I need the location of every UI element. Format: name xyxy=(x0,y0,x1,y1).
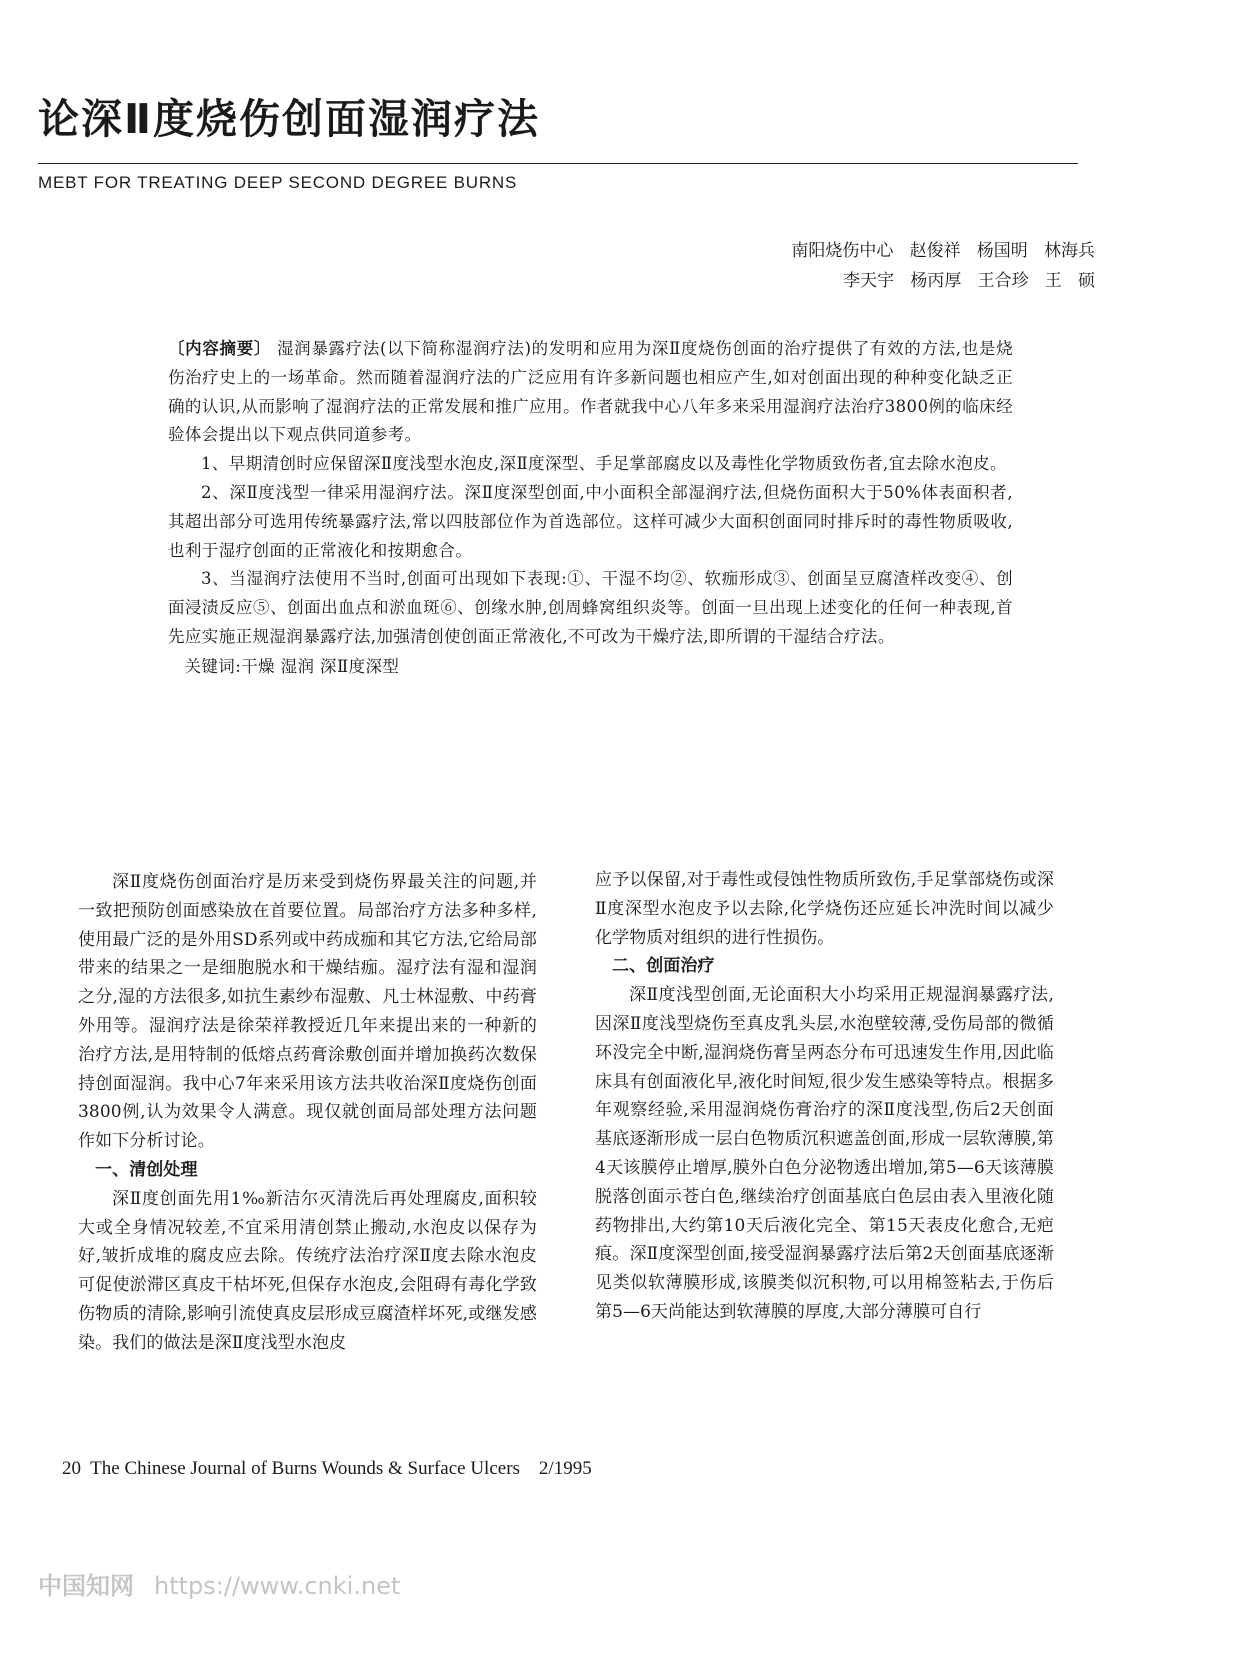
abstract-point-3: 3、当湿润疗法使用不当时,创面可出现如下表现:①、干湿不均②、软痂形成③、创面呈豆腐渣样改变④、创面浸渍反应⑤、创面出血点和淤血斑⑥、创缘水肿,创周蜂窝组织炎等。创面一旦出现上述变化的任何一种表现,首先应实施正规湿润暴露疗法,加强清创使创面正常液化,不可改为干燥疗法,即所谓的干湿结合疗法。 xyxy=(168,569,1013,646)
abstract-intro-text: 湿润暴露疗法(以下简称湿润疗法)的发明和应用为深Ⅱ度烧伤创面的治疗提供了有效的方法,也是烧伤治疗史上的一场革命。然而随着湿润疗法的广泛应用有许多新问题也相应产生,如对创面出现的种种变化缺乏正确的认识,从而影响了湿润疗法的正常发展和推广应用。作者就我中心八年多来采用湿润疗法治疗3800例的临床经验体会提出以下观点供同道参考。 xyxy=(168,339,1013,445)
body-paragraph: 深Ⅱ度浅型创面,无论面积大小均采用正规湿润暴露疗法,因深Ⅱ度浅型烧伤至真皮乳头层,水泡壁较薄,受伤局部的微循环没完全中断,湿润烧伤膏呈两态分布可迅速发生作用,因此临床具有创面液化早,液化时间短,很少发生感染等特点。根据多年观察经验,采用湿润烧伤膏治疗的深Ⅱ度浅型,伤后2天创面基底逐渐形成一层白色物质沉积遮盖创面,形成一层软薄膜,第4天该膜停止增厚,膜外白色分泌物透出增加,第5—6天该薄膜脱落创面示苍白色,继续治疗创面基底白色层由表入里液化随药物排出,大约第10天后液化完全、第15天表皮化愈合,无疤痕。深Ⅱ度深型创面,接受湿润暴露疗法后第2天创面基底逐渐见类似软薄膜形成,该膜类似沉积物,可以用棉签粘去,于伤后第5—6天尚能达到软薄膜的厚度,大部分薄膜可自行 xyxy=(595,985,1054,1322)
article-title: 论深Ⅱ度烧伤创面湿润疗法 xyxy=(38,95,541,143)
body-paragraph-continued: 应予以保留,对于毒性或侵蚀性物质所致伤,手足掌部烧伤或深Ⅱ度深型水泡皮予以去除,化学烧伤还应延长冲洗时间以减少化学物质对组织的进行性损伤。 xyxy=(595,870,1054,948)
author-block xyxy=(791,236,1095,296)
section-heading-debridement: 一、清创处理 xyxy=(95,1159,198,1180)
body-paragraph: 深Ⅱ度创面先用1‰新洁尔灭清洗后再处理腐皮,面积较大或全身情况较差,不宜采用清创禁止搬动,水泡皮以保存为好,皱折成堆的腐皮应去除。传统疗法治疗深Ⅱ度去除水泡皮可促使淤滞区真皮干枯坏死,但保存水泡皮,会阻碍有毒化学致伤物质的清除,影响引流使真皮层形成豆腐渣样坏死,或继发感染。我们的做法是深Ⅱ度浅型水泡皮 xyxy=(78,1188,537,1353)
section-heading-wound-treatment: 二、创面治疗 xyxy=(612,956,715,977)
title-rule xyxy=(38,163,1078,164)
abstract-intro xyxy=(168,335,1013,450)
author-line-2: 李天宇 杨丙厚 王合珍 王 硕 xyxy=(843,271,1095,291)
page-footer: 20 The Chinese Journal of Burns Wounds & Surface Ulcers 2/1995 xyxy=(62,1458,592,1479)
body-column-left xyxy=(78,868,537,1358)
abstract-point-1: 1、早期清创时应保留深Ⅱ度浅型水泡皮,深Ⅱ度深型、手足掌部腐皮以及毒性化学物质致伤者,宜去除水泡皮。 xyxy=(201,454,1007,474)
author-line-1: 南阳烧伤中心 赵俊祥 杨国明 林海兵 xyxy=(791,241,1095,261)
abstract xyxy=(168,335,1013,682)
cnki-watermark xyxy=(38,1566,400,1601)
abstract-label: 〔内容摘要〕 xyxy=(168,339,272,358)
body-paragraph: 深Ⅱ度烧伤创面治疗是历来受到烧伤界最关注的问题,并一致把预防创面感染放在首要位置。局部治疗方法多种多样,使用最广泛的是外用SD系列或中药成痂和其它方法,它给局部带来的结果之一是细胞脱水和干燥结痂。湿疗法有湿和湿润之分,湿的方法很多,如抗生素纱布湿敷、凡士林湿敷、中药膏外用等。湿润疗法是徐荣祥教授近几年来提出来的一种新的治疗方法,是用特制的低熔点药膏涂敷创面并增加换药次数保持创面湿润。我中心7年来采用该方法共收治深Ⅱ度烧伤创面3800例,认为效果令人满意。现仅就创面局部处理方法问题作如下分析讨论。 xyxy=(78,872,537,1152)
watermark-url: https://www.cnki.net xyxy=(154,1572,401,1600)
watermark-brand: 中国知网 xyxy=(38,1572,134,1600)
english-subtitle: MEBT FOR TREATING DEEP SECOND DEGREE BURNS xyxy=(38,173,518,192)
body-column-right xyxy=(595,866,1054,1327)
abstract-point-2: 2、深Ⅱ度浅型一律采用湿润疗法。深Ⅱ度深型创面,中小面积全部湿润疗法,但烧伤面积大于50%体表面积者,其超出部分可选用传统暴露疗法,常以四肢部位作为首选部位。这样可减少大面积创面同时排斥时的毒性物质吸收,也利于湿疗创面的正常液化和按期愈合。 xyxy=(168,482,1013,560)
keywords: 关键词:干燥 湿润 深Ⅱ度深型 xyxy=(184,656,400,676)
